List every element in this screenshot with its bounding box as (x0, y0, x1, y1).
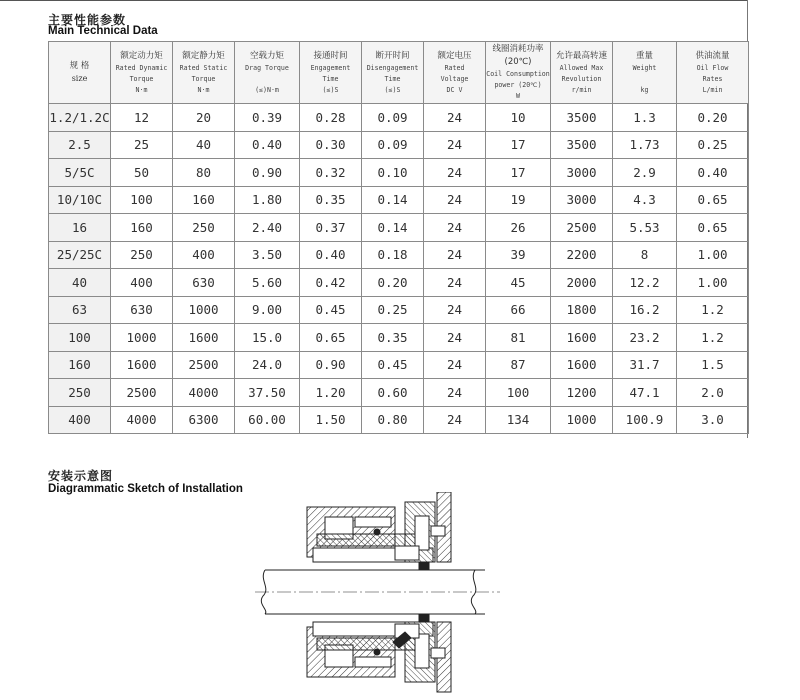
value-cell: 6300 (173, 406, 235, 434)
column-header-en: Oil Flow Rates L/min (696, 63, 729, 94)
value-cell: 1000 (173, 296, 235, 324)
table-row (49, 241, 749, 269)
value-cell: 24 (424, 214, 486, 242)
size-cell: 160 (49, 351, 111, 379)
column-header-9 (613, 42, 677, 104)
section-title-cn: 主要性能参数 (48, 13, 127, 27)
value-cell: 0.14 (362, 186, 424, 214)
value-cell: 10 (486, 104, 551, 132)
column-header-3 (235, 42, 300, 104)
value-cell: 1.3 (613, 104, 677, 132)
section-title-en: Main Technical Data (48, 25, 158, 37)
table-row (49, 104, 749, 132)
value-cell: 12 (111, 104, 173, 132)
table-row (49, 406, 749, 434)
installation-title-cn: 安装示意图 (48, 469, 114, 483)
value-cell: 0.37 (300, 214, 362, 242)
value-cell: 1600 (173, 324, 235, 352)
column-header-cn: 重量 (635, 50, 653, 61)
value-cell: 24 (424, 351, 486, 379)
value-cell: 19 (486, 186, 551, 214)
column-header-10 (677, 42, 749, 104)
value-cell: 3000 (551, 159, 613, 187)
value-cell: 24 (424, 296, 486, 324)
value-cell: 0.45 (300, 296, 362, 324)
column-header-cn: 规 格 (69, 61, 90, 71)
value-cell: 66 (486, 296, 551, 324)
top-rule (0, 0, 748, 1)
column-header-cn: 额定静力矩 (182, 50, 225, 61)
value-cell: 25 (111, 131, 173, 159)
value-cell: 87 (486, 351, 551, 379)
value-cell: 0.80 (362, 406, 424, 434)
value-cell: 2500 (551, 214, 613, 242)
value-cell: 400 (111, 269, 173, 297)
value-cell: 1200 (551, 379, 613, 407)
value-cell: 24 (424, 241, 486, 269)
column-header-cn: 接通时间 (313, 50, 348, 61)
value-cell: 630 (173, 269, 235, 297)
installation-title-en: Diagrammatic Sketch of Installation (48, 483, 243, 495)
value-cell: 0.65 (677, 214, 749, 242)
column-header-cn: 供油流量 (695, 50, 730, 61)
value-cell: 1600 (551, 351, 613, 379)
size-cell: 10/10C (49, 186, 111, 214)
value-cell: 50 (111, 159, 173, 187)
value-cell: 100 (111, 186, 173, 214)
value-cell: 160 (173, 186, 235, 214)
column-header-cn: 线圈消耗功率 (20℃) (492, 44, 544, 67)
value-cell: 15.0 (235, 324, 300, 352)
value-cell: 2.40 (235, 214, 300, 242)
value-cell: 40 (173, 131, 235, 159)
value-cell: 45 (486, 269, 551, 297)
value-cell: 0.20 (362, 269, 424, 297)
table-row (49, 131, 749, 159)
value-cell: 4000 (173, 379, 235, 407)
column-header-cn: 断开时间 (375, 50, 410, 61)
value-cell: 160 (111, 214, 173, 242)
value-cell: 16.2 (613, 296, 677, 324)
size-cell: 100 (49, 324, 111, 352)
value-cell: 0.35 (362, 324, 424, 352)
column-header-en: Allowed Max Revolution r/min (559, 63, 604, 94)
value-cell: 24 (424, 269, 486, 297)
value-cell: 17 (486, 131, 551, 159)
value-cell: 0.39 (235, 104, 300, 132)
value-cell: 0.09 (362, 104, 424, 132)
value-cell: 39 (486, 241, 551, 269)
value-cell: 4000 (111, 406, 173, 434)
column-header-8 (551, 42, 613, 104)
value-cell: 0.20 (677, 104, 749, 132)
value-cell: 0.40 (235, 131, 300, 159)
column-header-2 (173, 42, 235, 104)
value-cell: 1.00 (677, 241, 749, 269)
value-cell: 250 (111, 241, 173, 269)
column-header-en: Engagement Time (≤)S (310, 63, 351, 94)
size-cell: 250 (49, 379, 111, 407)
value-cell: 47.1 (613, 379, 677, 407)
column-header-6 (424, 42, 486, 104)
value-cell: 24 (424, 131, 486, 159)
value-cell: 2.0 (677, 379, 749, 407)
value-cell: 0.30 (300, 131, 362, 159)
value-cell: 1000 (111, 324, 173, 352)
value-cell: 31.7 (613, 351, 677, 379)
value-cell: 1.73 (613, 131, 677, 159)
value-cell: 24 (424, 159, 486, 187)
value-cell: 20 (173, 104, 235, 132)
value-cell: 24 (424, 406, 486, 434)
value-cell: 81 (486, 324, 551, 352)
value-cell: 0.10 (362, 159, 424, 187)
value-cell: 630 (111, 296, 173, 324)
value-cell: 1600 (551, 324, 613, 352)
value-cell: 12.2 (613, 269, 677, 297)
value-cell: 0.25 (677, 131, 749, 159)
value-cell: 0.65 (300, 324, 362, 352)
column-header-en: Drag Torque (≤)N·m (245, 63, 289, 94)
value-cell: 24.0 (235, 351, 300, 379)
size-cell: 5/5C (49, 159, 111, 187)
value-cell: 2000 (551, 269, 613, 297)
value-cell: 5.53 (613, 214, 677, 242)
value-cell: 0.90 (300, 351, 362, 379)
value-cell: 80 (173, 159, 235, 187)
value-cell: 5.60 (235, 269, 300, 297)
value-cell: 23.2 (613, 324, 677, 352)
value-cell: 8 (613, 241, 677, 269)
value-cell: 4.3 (613, 186, 677, 214)
value-cell: 9.00 (235, 296, 300, 324)
value-cell: 100 (486, 379, 551, 407)
value-cell: 100.9 (613, 406, 677, 434)
value-cell: 1800 (551, 296, 613, 324)
value-cell: 37.50 (235, 379, 300, 407)
column-header-1 (111, 42, 173, 104)
table-header (49, 42, 749, 104)
value-cell: 0.32 (300, 159, 362, 187)
value-cell: 1000 (551, 406, 613, 434)
size-cell: 1.2/1.2C (49, 104, 111, 132)
value-cell: 3.50 (235, 241, 300, 269)
column-header-en: Coil Consumption power (20℃) W (486, 70, 550, 100)
value-cell: 1.50 (300, 406, 362, 434)
column-header-cn: 额定电压 (437, 50, 472, 61)
installation-sketch (255, 492, 500, 700)
table-row (49, 186, 749, 214)
value-cell: 1.2 (677, 324, 749, 352)
table-body (49, 104, 749, 434)
value-cell: 0.40 (300, 241, 362, 269)
value-cell: 1.80 (235, 186, 300, 214)
value-cell: 3.0 (677, 406, 749, 434)
value-cell: 2.9 (613, 159, 677, 187)
value-cell: 3500 (551, 104, 613, 132)
table-row (49, 324, 749, 352)
value-cell: 0.25 (362, 296, 424, 324)
column-header-cn: 额定动力矩 (120, 50, 163, 61)
value-cell: 1600 (111, 351, 173, 379)
column-header-en: Rated Static Torque N·m (179, 63, 228, 94)
column-header-en: Rated Dynamic Torque N·m (115, 63, 168, 94)
clutch-assembly-drawing (255, 492, 500, 692)
value-cell: 250 (173, 214, 235, 242)
column-header-4 (300, 42, 362, 104)
column-header-cn: 允许最高转速 (555, 50, 607, 61)
value-cell: 1.2 (677, 296, 749, 324)
table-row (49, 296, 749, 324)
value-cell: 24 (424, 324, 486, 352)
header-row (49, 42, 749, 104)
value-cell: 134 (486, 406, 551, 434)
value-cell: 1.20 (300, 379, 362, 407)
value-cell: 0.18 (362, 241, 424, 269)
value-cell: 0.28 (300, 104, 362, 132)
value-cell: 0.35 (300, 186, 362, 214)
column-header-en: Weight kg (632, 63, 657, 94)
value-cell: 3500 (551, 131, 613, 159)
value-cell: 0.42 (300, 269, 362, 297)
value-cell: 24 (424, 379, 486, 407)
column-header-cn: 空载力矩 (249, 50, 284, 61)
column-header-en: Rated Voltage DC V (440, 63, 469, 94)
table-row (49, 351, 749, 379)
value-cell: 400 (173, 241, 235, 269)
value-cell: 1.00 (677, 269, 749, 297)
value-cell: 0.60 (362, 379, 424, 407)
value-cell: 2500 (173, 351, 235, 379)
table-row (49, 159, 749, 187)
value-cell: 3000 (551, 186, 613, 214)
size-cell: 25/25C (49, 241, 111, 269)
column-header-en: Disengagement Time (≤)S (366, 63, 419, 94)
value-cell: 0.65 (677, 186, 749, 214)
value-cell: 17 (486, 159, 551, 187)
size-cell: 63 (49, 296, 111, 324)
size-cell: 400 (49, 406, 111, 434)
column-header-0 (49, 42, 111, 104)
value-cell: 2500 (111, 379, 173, 407)
size-cell: 2.5 (49, 131, 111, 159)
size-cell: 16 (49, 214, 111, 242)
value-cell: 2200 (551, 241, 613, 269)
value-cell: 26 (486, 214, 551, 242)
value-cell: 24 (424, 104, 486, 132)
size-cell: 40 (49, 269, 111, 297)
value-cell: 0.09 (362, 131, 424, 159)
value-cell: 60.00 (235, 406, 300, 434)
value-cell: 0.14 (362, 214, 424, 242)
table-row (49, 379, 749, 407)
table-row (49, 269, 749, 297)
column-header-en: size (71, 74, 88, 83)
value-cell: 1.5 (677, 351, 749, 379)
column-header-7 (486, 42, 551, 104)
column-header-5 (362, 42, 424, 104)
value-cell: 24 (424, 186, 486, 214)
value-cell: 0.90 (235, 159, 300, 187)
technical-data-table (48, 41, 749, 434)
value-cell: 0.40 (677, 159, 749, 187)
value-cell: 0.45 (362, 351, 424, 379)
table-row (49, 214, 749, 242)
